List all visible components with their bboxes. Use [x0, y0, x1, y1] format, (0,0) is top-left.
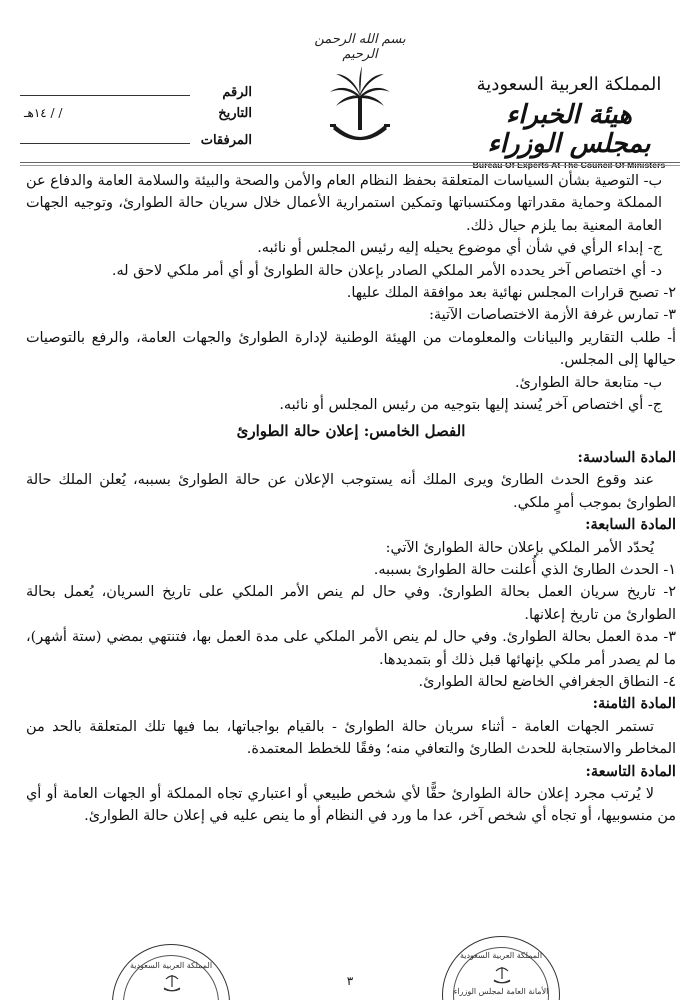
- article-7-title: المادة السابعة:: [585, 516, 676, 534]
- article-9-text: لا يُرتب مجرد إعلان حالة الطوارئ حقًّا لأي شخص طبيعي أو اعتباري تجاه المملكة أو الجهات العامة أو أي من منسوبيها، أو تجاه أي شخص آخر، عدا ما ورد في النظام أو ما ينص عليه في إعلان حالة الطوارئ.: [26, 785, 676, 825]
- page-number: ٣: [346, 974, 354, 988]
- attachments-row: [20, 130, 252, 154]
- date-label: التاريخ: [218, 106, 252, 121]
- basmala: بسم الله الرحمن الرحيم: [314, 32, 406, 62]
- paragraph-d: د- أي اختصاص آخر يحدده الأمر الملكي الصادر بإعلان حالة الطوارئ أو أي أمر ملكي لاحق له.: [111, 262, 662, 279]
- attachments-label: المرفقات: [200, 133, 252, 148]
- item-2: ٢- تصبح قرارات المجلس نهائية بعد موافقة الملك عليها.: [346, 285, 676, 302]
- article-8-text: تستمر الجهات العامة - أثناء سريان حالة الطوارئ - بالقيام بواجباتها، بما فيها تلك المتعلقة بالحد من المخاطر والاستجابة للحدث الطارئ والتعافي منه؛ وفقًا للخطط المعتمدة.: [26, 718, 676, 758]
- bureau-name-english: Bureau Of Experts At The Council Of Ministers: [472, 160, 666, 171]
- header-divider: [20, 162, 680, 163]
- seal-right-subtext: الأمانة العامة لمجلس الوزراء: [453, 987, 549, 996]
- official-seal-right: [442, 936, 560, 1000]
- article-7-item-3: ٣- مدة العمل بحالة الطوارئ. وفي حال لم ينص الأمر الملكي على مدة العمل بها، فتنتهي بمضي (ستة أشهر)، ما لم يصدر أمر ملكي بإنهائها قبل ذلك أو بتمديدها.: [26, 629, 676, 668]
- bureau-name-arabic: هيئة الخبراء بمجلس الوزراء: [487, 100, 651, 159]
- ref-value: [20, 82, 190, 96]
- document-body: [26, 170, 676, 828]
- seal-right-text: المملكة العربية السعودية: [459, 951, 543, 960]
- article-7-item-4: ٤- النطاق الجغرافي الخاضع لحالة الطوارئ.: [418, 673, 676, 690]
- article-7-item-1: ١- الحدث الطارئ الذي أُعلنت حالة الطوارئ بسببه.: [373, 561, 676, 578]
- ref-row: [20, 82, 252, 106]
- palm-swords-emblem-icon: [328, 66, 392, 154]
- article-7-intro: يُحدّد الأمر الملكي بإعلان حالة الطوارئ الآتي:: [385, 539, 654, 556]
- item-3-a: أ- طلب التقارير والبيانات والمعلومات من الهيئة الوطنية لإدارة الطوارئ والجهات العامة، والرفع بالتوصيات حيالها إلى المجلس.: [26, 329, 676, 369]
- seal-left-emblem-icon: [161, 971, 183, 993]
- paragraph-j: ج- إبداء الرأي في شأن أي موضوع يحيله إليه رئيس المجلس أو نائبه.: [257, 240, 662, 257]
- seal-right-emblem-icon: [491, 963, 513, 985]
- ref-label: الرقم: [222, 85, 252, 100]
- article-8-title: المادة الثامنة:: [592, 695, 676, 713]
- attachments-value: [20, 130, 190, 144]
- chapter-heading: الفصل الخامس: إعلان حالة الطوارئ: [236, 422, 466, 441]
- organization-block: [464, 74, 674, 170]
- letterhead: [0, 0, 700, 171]
- article-9-title: المادة التاسعة:: [585, 762, 676, 780]
- date-row: [20, 106, 252, 130]
- article-6-title: المادة السادسة:: [577, 448, 676, 466]
- seal-left-text: المملكة العربية السعودية: [129, 961, 213, 970]
- reference-block: [20, 82, 252, 154]
- item-3-b: ب- متابعة حالة الطوارئ.: [514, 374, 662, 391]
- article-6-text: عند وقوع الحدث الطارئ ويرى الملك أنه يستوجب الإعلان عن حالة الطوارئ بسببه، يُعلن الملك حالة الطوارئ بموجب أمرٍ ملكي.: [26, 472, 676, 511]
- article-7-item-2: ٢- تاريخ سريان العمل بحالة الطوارئ. وفي حال لم ينص الأمر الملكي على تاريخ السريان، يُعمل بحالة الطوارئ من تاريخ إعلانها.: [26, 584, 676, 623]
- official-seal-left: [112, 944, 230, 1000]
- item-3-c: ج- أي اختصاص آخر يُسند إليها بتوجيه من رئيس المجلس أو نائبه.: [279, 397, 662, 414]
- kingdom-name: المملكة العربية السعودية: [476, 74, 662, 95]
- paragraph-b: ب- التوصية بشأن السياسات المتعلقة بحفظ النظام العام والأمن والصحة والبيئة والسلامة العامة والدفاع عن المملكة وحماية مقدراتها ومكتسباتها وتمكين استمرارية الأعمال خلال سريان حالة الطوارئ، وتوجيه الجهات العامة المعنية بما يلزم حيال ذلك.: [26, 173, 662, 234]
- item-3: ٣- تمارس غرفة الأزمة الاختصاصات الآتية:: [429, 307, 676, 324]
- date-value: / / ١٤هـ: [24, 106, 63, 120]
